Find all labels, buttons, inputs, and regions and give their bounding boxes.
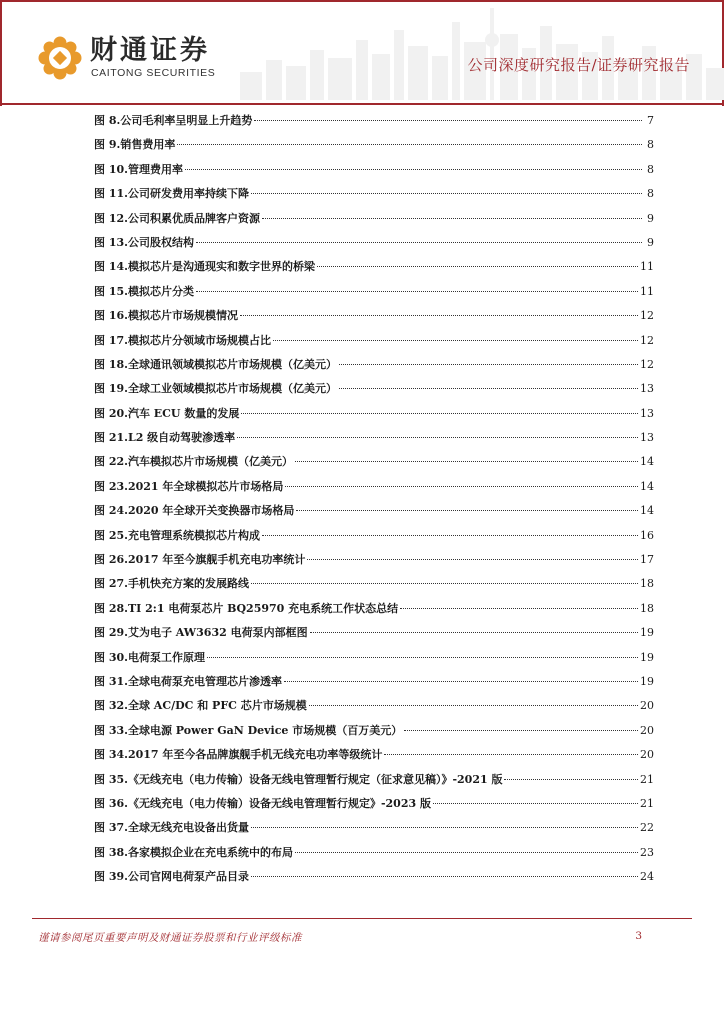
toc-entry-label: 图 19. [94,382,128,396]
toc-entry[interactable] [94,600,654,624]
toc-entry-label: 图 33. [94,723,128,737]
toc-entry-label: 图 24. [94,504,128,518]
toc-entry-title: 销售费用率 [120,138,176,152]
toc-entry[interactable] [94,453,654,477]
toc-entry[interactable] [94,673,654,697]
toc-entry[interactable] [94,551,654,575]
toc-entry-page: 8 [647,187,654,201]
toc-entry[interactable] [94,649,654,673]
toc-entry-label: 图 18. [94,357,128,371]
toc-entry-title: 公司研发费用率持续下降 [127,187,249,201]
toc-entry-label: 图 13. [94,235,128,249]
toc-leader-dots [240,315,638,316]
toc-entry-title: 汽车 ECU 数量的发展 [127,406,240,420]
toc-leader-dots [384,754,638,755]
toc-leader-dots [251,583,638,584]
toc-entry-title: 2017 年至今各品牌旗舰手机无线充电功率等级统计 [127,748,383,762]
toc-entry[interactable] [94,771,654,795]
toc-entry-label: 图 21. [94,431,128,445]
toc-leader-dots [273,340,638,341]
toc-entry[interactable] [94,307,654,331]
toc-leader-dots [285,486,638,487]
toc-leader-dots [295,461,638,462]
city-skyline-watermark [240,0,724,100]
toc-entry-label: 图 20. [94,406,128,420]
toc-entry[interactable] [94,210,654,234]
toc-entry-label: 图 31. [94,674,128,688]
toc-entry-title: 《无线充电（电力传输）设备无线电管理暂行规定》-2023 版 [127,796,431,810]
toc-entry-label: 图 38. [94,845,128,859]
toc-entry-label: 图 29. [94,626,128,640]
toc-leader-dots [207,657,638,658]
toc-leader-dots [196,242,642,243]
toc-leader-dots [400,608,638,609]
toc-entry-label: 图 26. [94,553,128,567]
toc-entry[interactable] [94,332,654,356]
toc-entry-title: 公司毛利率呈明显上升趋势 [120,114,253,127]
toc-entry-page: 23 [640,845,654,859]
toc-leader-dots [185,169,642,170]
toc-entry-page: 14 [640,479,654,493]
toc-leader-dots [339,388,638,389]
toc-entry-label: 图 10. [94,162,128,176]
toc-entry-title: 管理费用率 [127,162,183,176]
toc-entry[interactable] [94,429,654,453]
toc-entry-label: 图 39. [94,870,128,884]
toc-entry[interactable] [94,722,654,746]
toc-entry-label: 图 27. [94,577,128,591]
toc-entry-page: 8 [647,162,654,176]
toc-entry[interactable] [94,868,654,892]
toc-entry-label: 图 9. [94,138,121,152]
toc-entry-label: 图 14. [94,260,128,274]
header-divider [0,103,724,105]
toc-entry-label: 图 12. [94,211,128,225]
toc-entry[interactable] [94,185,654,209]
toc-entry-label: 图 11. [94,187,128,201]
toc-entry-page: 14 [640,504,654,518]
toc-entry-page: 14 [640,455,654,469]
toc-entry-page: 13 [640,382,654,396]
toc-entry-title: 2021 年全球模拟芯片市场格局 [127,479,284,493]
toc-leader-dots [307,559,638,560]
toc-entry-page: 24 [640,870,654,884]
toc-leader-dots [241,413,638,414]
toc-entry[interactable] [94,161,654,185]
toc-entry-title: 2017 年至今旗舰手机充电功率统计 [127,553,306,567]
report-type: 公司深度研究报告/证券研究报告 [467,56,690,74]
toc-entry-title: 充电管理系统模拟芯片构成 [127,528,260,542]
toc-entry[interactable] [94,844,654,868]
toc-entry-page: 20 [640,699,654,713]
toc-entry[interactable] [94,746,654,770]
toc-entry-title: 模拟芯片市场规模情况 [127,309,238,323]
toc-entry-label: 图 23. [94,479,128,493]
toc-entry-label: 图 32. [94,699,128,713]
toc-entry-title: 公司股权结构 [127,235,194,249]
toc-leader-dots [339,364,638,365]
toc-entry[interactable] [94,624,654,648]
brand-name-cn: 财通证券 [90,35,210,66]
toc-entry[interactable] [94,234,654,258]
toc-entry-page: 12 [640,357,654,371]
toc-entry[interactable] [94,795,654,819]
toc-entry-page: 16 [640,528,654,542]
toc-entry-title: 手机快充方案的发展路线 [127,577,249,591]
toc-leader-dots [309,705,638,706]
toc-leader-dots [404,730,638,731]
toc-entry-page: 22 [640,821,654,835]
page-header [0,0,724,106]
toc-entry-page: 21 [640,796,654,810]
toc-entry-page: 17 [640,553,654,567]
figure-table-of-contents [94,112,654,893]
toc-entry[interactable] [94,380,654,404]
toc-leader-dots [296,510,638,511]
toc-leader-dots [262,218,642,219]
toc-leader-dots [310,632,638,633]
footer-disclaimer: 谨请参阅尾页重要声明及财通证券股票和行业评级标准 [38,932,302,944]
toc-entry-label: 图 30. [94,650,128,664]
toc-entry-page: 19 [640,626,654,640]
toc-entry-page: 7 [647,114,654,127]
toc-entry-label: 图 36. [94,796,128,810]
toc-entry[interactable] [94,258,654,282]
toc-entry-label: 图 25. [94,528,128,542]
toc-entry[interactable] [94,697,654,721]
toc-leader-dots [254,120,642,121]
toc-entry[interactable] [94,283,654,307]
toc-entry-title: 电荷泵工作原理 [127,650,205,664]
toc-entry-page: 20 [640,748,654,762]
toc-entry-label: 图 35. [94,772,128,786]
toc-entry-label: 图 37. [94,821,128,835]
toc-entry-title: L2 级自动驾驶渗透率 [127,431,236,445]
toc-entry-page: 9 [647,235,654,249]
toc-leader-dots [284,681,638,682]
toc-entry-title: 汽车模拟芯片市场规模（亿美元） [127,455,293,469]
toc-entry-page: 12 [640,333,654,347]
page-number: 3 [635,930,642,942]
toc-entry-title: 公司官网电荷泵产品目录 [127,870,249,884]
toc-entry-title: 各家模拟企业在充电系统中的布局 [127,845,293,859]
toc-entry-page: 12 [640,309,654,323]
toc-entry-page: 13 [640,406,654,420]
toc-leader-dots [433,803,638,804]
toc-entry[interactable] [94,527,654,551]
toc-entry-title: TI 2:1 电荷泵芯片 BQ25970 充电系统工作状态总结 [127,601,399,615]
toc-entry-label: 图 28. [94,601,128,615]
toc-leader-dots [237,437,638,438]
toc-entry[interactable] [94,136,654,160]
toc-leader-dots [504,779,638,780]
toc-entry-page: 9 [647,211,654,225]
toc-entry[interactable] [94,356,654,380]
toc-leader-dots [251,193,642,194]
toc-entry-page: 19 [640,674,654,688]
toc-entry-page: 13 [640,431,654,445]
toc-entry-title: 全球通讯领域模拟芯片市场规模（亿美元） [127,357,337,371]
toc-entry-title: 模拟芯片是沟通现实和数字世界的桥梁 [127,260,315,274]
brand-name-en: CAITONG SECURITIES [91,67,216,79]
toc-entry-label: 图 17. [94,333,128,347]
caitong-logo-icon [38,36,82,80]
toc-entry-title: 全球电荷泵充电管理芯片渗透率 [127,674,282,688]
toc-entry-page: 8 [647,138,654,152]
toc-entry-page: 21 [640,772,654,786]
toc-entry-title: 模拟芯片分类 [127,284,194,298]
toc-entry-title: 全球电源 Power GaN Device 市场规模（百万美元） [127,723,403,737]
toc-entry-title: 艾为电子 AW3632 电荷泵内部框图 [127,626,308,640]
toc-entry-page: 18 [640,601,654,615]
toc-entry-label: 图 16. [94,309,128,323]
toc-leader-dots [317,266,638,267]
footer-divider [32,918,692,919]
toc-entry-title: 公司积累优质品牌客户资源 [127,211,260,225]
toc-leader-dots [251,827,638,828]
toc-entry[interactable] [94,575,654,599]
toc-entry-title: 全球 AC/DC 和 PFC 芯片市场规模 [127,699,307,713]
toc-entry-label: 图 22. [94,455,128,469]
toc-leader-dots [251,876,638,877]
toc-entry-label: 图 15. [94,284,128,298]
toc-leader-dots [295,852,638,853]
toc-entry-page: 11 [640,260,654,274]
toc-entry[interactable] [94,112,654,136]
toc-leader-dots [196,291,638,292]
toc-entry-title: 全球无线充电设备出货量 [127,821,249,835]
toc-entry-title: 全球工业领域模拟芯片市场规模（亿美元） [127,382,337,396]
toc-entry[interactable] [94,819,654,843]
toc-entry-title: 模拟芯片分领域市场规模占比 [127,333,271,347]
toc-entry[interactable] [94,405,654,429]
toc-entry-page: 18 [640,577,654,591]
toc-entry-title: 2020 年全球开关变换器市场格局 [127,504,295,518]
toc-entry-page: 11 [640,284,654,298]
toc-entry[interactable] [94,502,654,526]
toc-entry[interactable] [94,478,654,502]
toc-entry-title: 《无线充电（电力传输）设备无线电管理暂行规定（征求意见稿）》-2021 版 [127,772,503,786]
toc-leader-dots [262,535,638,536]
toc-leader-dots [177,144,642,145]
toc-entry-label: 图 34. [94,748,128,762]
toc-entry-page: 19 [640,650,654,664]
toc-entry-label: 图 8. [94,114,121,127]
toc-entry-page: 20 [640,723,654,737]
